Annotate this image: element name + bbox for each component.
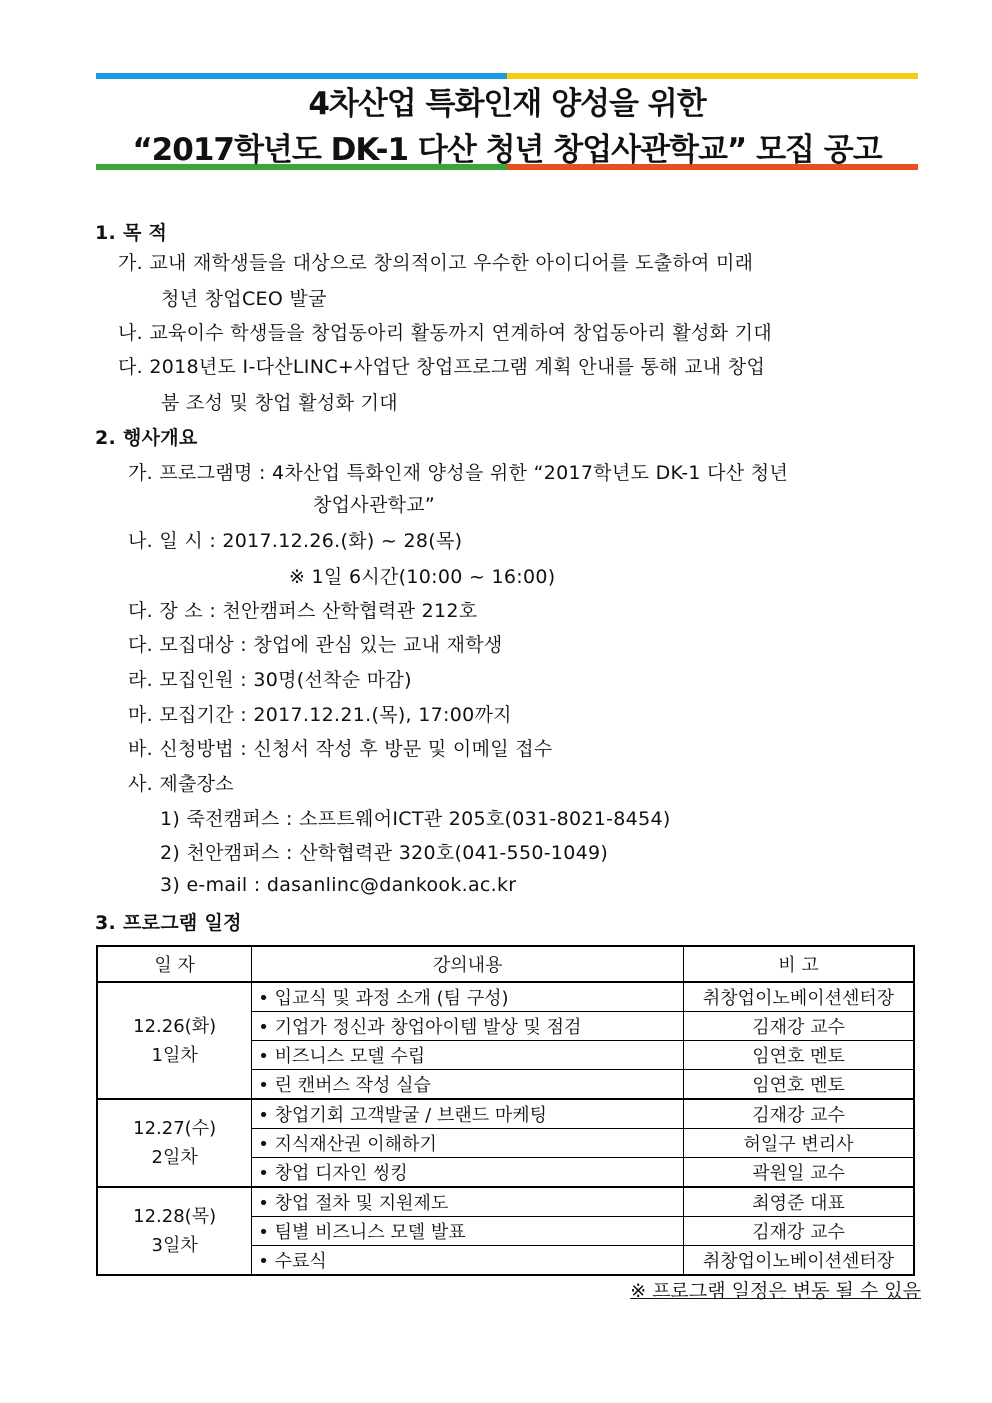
lecture-note: 취창업이노베이션센터장	[684, 982, 914, 1012]
day-date: 12.26(화)	[133, 1015, 217, 1037]
lecture-note: 곽원일 교수	[684, 1158, 914, 1188]
overview-item-method: 바. 신청방법 : 신청서 작성 후 방문 및 이메일 접수	[128, 738, 553, 760]
lecture-content: • 팀별 비즈니스 모델 발표	[252, 1217, 684, 1246]
purpose-item: 붐 조성 및 창업 활성화 기대	[161, 392, 398, 414]
table-header-row	[97, 946, 914, 982]
day-date: 12.28(목)	[133, 1206, 217, 1227]
table-row	[97, 982, 914, 1012]
submit-location-jukjeon: 1) 죽전캠퍼스 : 소프트웨어ICT관 205호(031-8021-8454)	[160, 808, 671, 830]
submit-email: 3) e-mail : dasanlinc@dankook.ac.kr	[160, 874, 517, 896]
lecture-note: 취창업이노베이션센터장	[684, 1246, 914, 1276]
purpose-item: 다. 2018년도 I-다산LINC+사업단 창업프로그램 계획 안내를 통해 교내 창업	[118, 356, 766, 378]
purpose-item: 청년 창업CEO 발굴	[161, 288, 327, 310]
lecture-content: • 입교식 및 과정 소개 (팀 구성)	[252, 982, 684, 1012]
title-line-2: “2017학년도 DK-1 다산 청년 창업사관학교” 모집 공고	[132, 132, 882, 168]
overview-item-target: 다. 모집대상 : 창업에 관심 있는 교내 재학생	[128, 634, 503, 656]
overview-item-place: 다. 장 소 : 천안캠퍼스 산학협력관 212호	[128, 600, 478, 622]
lecture-content: • 기업가 정신과 창업아이템 발상 및 점검	[252, 1012, 684, 1041]
column-header-note: 비 고	[684, 946, 914, 982]
schedule-table	[96, 945, 915, 1276]
overview-item-date: 나. 일 시 : 2017.12.26.(화) ~ 28(목)	[128, 530, 463, 552]
lecture-note: 임연호 멘토	[684, 1041, 914, 1070]
purpose-item: 나. 교육이수 학생들을 창업동아리 활동까지 연계하여 창업동아리 활성화 기대	[118, 322, 772, 344]
day-number: 2일차	[151, 1147, 198, 1168]
overview-item-program-name-cont: 창업사관학교”	[313, 494, 436, 516]
table-row	[97, 1187, 914, 1217]
lecture-note: 김재강 교수	[684, 1012, 914, 1041]
overview-item-time-note: ※ 1일 6시간(10:00 ~ 16:00)	[289, 566, 556, 588]
section-purpose-heading: 1. 목 적	[95, 222, 168, 244]
day-date: 12.27(수)	[133, 1118, 217, 1139]
lecture-content: • 비즈니스 모델 수립	[252, 1041, 684, 1070]
day-cell	[97, 1187, 252, 1275]
lecture-note: 김재강 교수	[684, 1217, 914, 1246]
lecture-note: 임연호 멘토	[684, 1070, 914, 1100]
lecture-content: • 지식재산권 이해하기	[252, 1129, 684, 1158]
submit-location-cheonan: 2) 천안캠퍼스 : 산학협력관 320호(041-550-1049)	[160, 842, 609, 864]
section-schedule-heading: 3. 프로그램 일정	[95, 912, 242, 934]
overview-item-program-name: 가. 프로그램명 : 4차산업 특화인재 양성을 위한 “2017학년도 DK-1 다산 청년	[128, 462, 789, 484]
title-line-1: 4차산업 특화인재 양성을 위한	[308, 86, 706, 122]
day-number: 1일차	[151, 1044, 198, 1066]
lecture-content: • 창업기회 고객발굴 / 브랜드 마케팅	[252, 1099, 684, 1129]
lecture-note: 허일구 변리사	[684, 1129, 914, 1158]
day-number: 3일차	[151, 1235, 198, 1256]
lecture-content: • 린 캔버스 작성 실습	[252, 1070, 684, 1100]
column-header-content: 강의내용	[252, 946, 684, 982]
overview-item-period: 마. 모집기간 : 2017.12.21.(목), 17:00까지	[128, 704, 512, 726]
schedule-footnote: ※ 프로그램 일정은 변동 될 수 있음	[630, 1280, 921, 1302]
lecture-content: • 수료식	[252, 1246, 684, 1276]
lecture-content: • 창업 디자인 씽킹	[252, 1158, 684, 1188]
column-header-date: 일 자	[97, 946, 252, 982]
overview-item-submit: 사. 제출장소	[128, 773, 234, 795]
lecture-content: • 창업 절차 및 지원제도	[252, 1187, 684, 1217]
lecture-note: 최영준 대표	[684, 1187, 914, 1217]
day-cell	[97, 1099, 252, 1187]
table-row	[97, 1099, 914, 1129]
purpose-item: 가. 교내 재학생들을 대상으로 창의적이고 우수한 아이디어를 도출하여 미래	[118, 252, 754, 274]
lecture-note: 김재강 교수	[684, 1099, 914, 1129]
section-overview-heading: 2. 행사개요	[95, 427, 198, 449]
day-cell	[97, 982, 252, 1099]
overview-item-capacity: 라. 모집인원 : 30명(선착순 마감)	[128, 669, 412, 691]
